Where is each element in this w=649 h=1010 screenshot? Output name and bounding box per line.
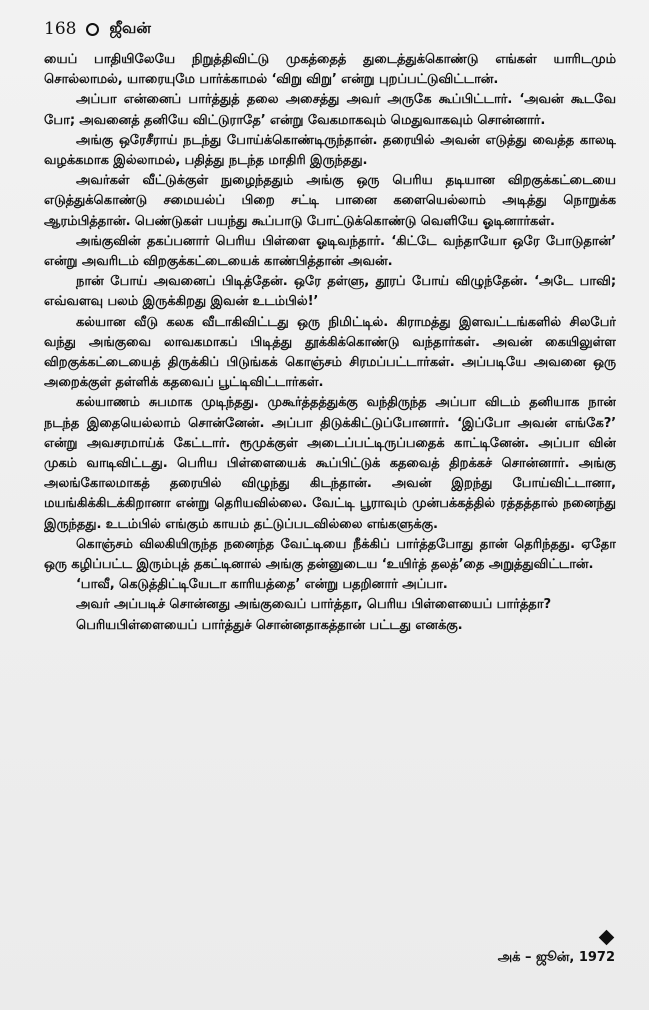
paragraph: கல்யாணம் சுபமாக முடிந்தது. முகூர்த்தத்துக்கு வந்திருந்த அப்பா விடம் தனியாக நான் நடந்த இதையெல்லாம் சொன்னேன். அப்பா திடுக்கிட்டுப்போனார். ‘இப்போ அவன் எங்கே?’ என்று அவசரமாய்க் கேட்டார். ரூமுக்குள் அடைப்பட்டிருப்பதைக் காட்டினேன். அப்பா வின் முகம் வாடிவிட்டது. பெரிய பிள்ளையைக் கூப்பிட்டுக் கதவைத் திறக்கச் சொன்னார். அங்கு அலங்கோலமாகத் தரையில் விழுந்து கிடந்தான். அவன் இறந்து போய்விட்டானா, மயங்கிக்கிடக்கிறானா என்று தெரியவில்லை. வேட்டி பூராவும் முன்பக்கத்தில் ரத்தத்தால் நனைந்து இருந்தது. உடம்பில் எங்கும் காயம் தட்டுப்படவில்லை எங்களுக்கு. (44, 395, 616, 532)
paragraph: கல்யான வீடு கலக வீடாகிவிட்டது ஒரு நிமிட்டில். கிராமத்து இளவட்டங்களில் சிலபேர் வந்து அங்குவை லாவகமாகப் பிடித்து தூக்கிக்கொண்டு வந்தார்கள். அவன் கையிலுள்ள விறகுக்கட்டையைத் திருக்கிப் பிடுங்கக் கொஞ்சம் சிரமப்பட்டார்கள். அப்படியே அவனை ஒரு அறைக்குள் தள்ளிக் கதவைப் பூட்டிவிட்டார்கள். (44, 314, 616, 391)
story-text (44, 50, 616, 930)
dateline: அக் – ஜூன், 1972 (497, 950, 615, 965)
page-header (44, 16, 151, 42)
paragraph: பெரியபிள்ளையைப் பார்த்துச் சொன்னதாகத்தான் பட்டது எனக்கு. (76, 617, 463, 633)
running-title: ஜீவன் (109, 19, 151, 37)
paragraph: அப்பா என்னைப் பார்த்துத் தலை அசைத்து அவர் அருகே கூப்பிட்டார். ‘அவன் கூடவே போ; அவனைத் தனியே விட்டுராதே’ என்று வேகமாகவும் மெதுவாகவும் சொன்னார். (44, 92, 616, 128)
paragraph: அங்குவின் தகப்பனார் பெரிய பிள்ளை ஓடிவந்தார். ‘கிட்டே வந்தாயோ ஒரே போடுதான்’ என்று அவரிடம் விறகுக்கட்டையைக் காண்பித்தான் அவன். (44, 233, 616, 270)
paragraph: நான் போய் அவனைப் பிடித்தேன். ஒரே தள்ளு, தூரப் போய் விழுந்தேன். ‘அடே பாவி; எவ்வளவு பலம் இருக்கிறது இவன் உடம்பில்!’ (44, 274, 616, 310)
paragraph: கொஞ்சம் விலகியிருந்த நனைந்த வேட்டியை நீக்கிப் பார்த்தபோது தான் தெரிந்தது. ஏதோ ஒரு கழிப்பட்ட இரும்புத் தகட்டினால் அங்கு தன்னுடைய ‘உயிர்த் தலத்’தை அறுத்துவிட்டான். (44, 536, 616, 573)
paragraph: அவர் அப்படிச் சொன்னது அங்குவைப் பார்த்தா, பெரிய பிள்ளையைப் பார்த்தா? (76, 597, 551, 613)
paragraph: அவர்கள் வீட்டுக்குள் நுழைந்ததும் அங்கு ஒரு பெரிய தடியான விறகுக்கட்டையை எடுத்துக்கொண்டு சமையல்ப் பிறை சட்டி பானை களையெல்லாம் அடித்து நொறுக்க ஆரம்பித்தான். பெண்டுகள் பயந்து கூப்பாடு போட்டுக்கொண்டு வெளியே ஓடினார்கள். (44, 173, 616, 229)
paragraph: அங்கு ஒரேசீராய் நடந்து போய்க்கொண்டிருந்தான். தரையில் அவன் எடுத்து வைத்த காலடி வழக்கமாக இல்லாமல், பதித்து நடந்த மாதிரி இருந்தது. (44, 132, 616, 169)
ring-icon (86, 23, 99, 36)
page-number: 168 (44, 19, 77, 39)
paragraph: யைப் பாதியிலேயே நிறுத்திவிட்டு முகத்தைத் துடைத்துக்கொண்டு எங்கள் யாரிடமும் சொல்லாமல், யாரையுமே பார்க்காமல் ‘விறு விறு’ என்று புறப்பட்டுவிட்டான். (44, 52, 616, 88)
paragraph: ‘பாவீ, கெடுத்திட்டியேடா காரியத்தை’ என்று பதறினார் அப்பா. (76, 577, 448, 593)
diamond-end-mark-icon (599, 930, 615, 946)
